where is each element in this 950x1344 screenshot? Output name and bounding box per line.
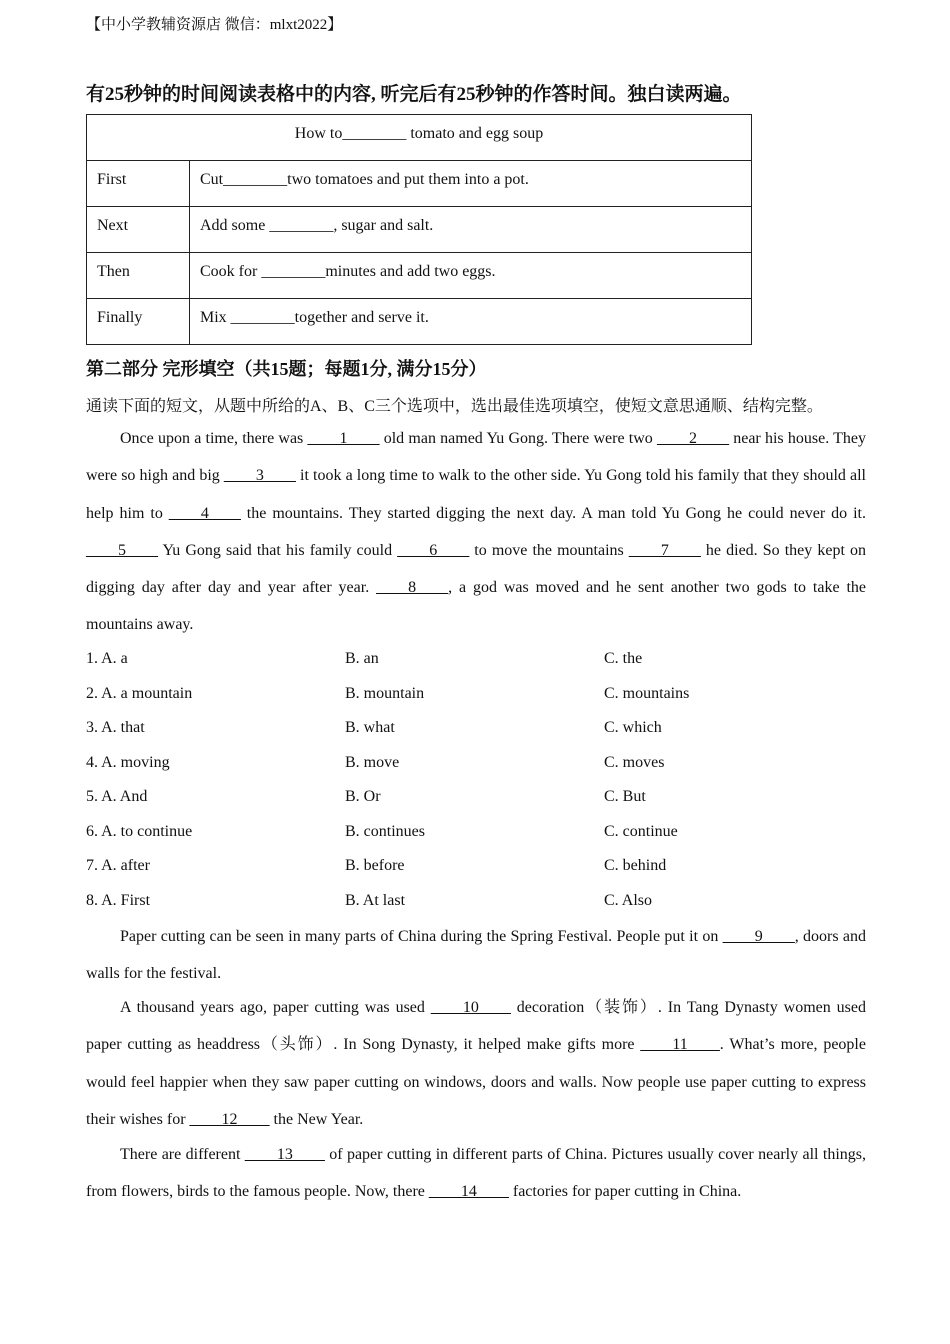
step-label: First: [87, 161, 190, 207]
option-b: B. Or: [345, 788, 381, 805]
blank-10: ____10____: [430, 999, 511, 1016]
blank-6: ____6____: [397, 541, 470, 559]
option-row-3: [86, 719, 866, 743]
blank-1: ____1____: [307, 430, 380, 447]
option-c: C. continue: [604, 823, 678, 840]
option-row-4: [86, 754, 866, 778]
blank-3: ____3____: [223, 467, 296, 485]
option-row-5: [86, 788, 866, 812]
option-a: 7. A. after: [86, 857, 150, 874]
option-b: B. move: [345, 754, 400, 771]
option-c: C. mountains: [604, 685, 690, 702]
option-b: B. mountain: [345, 685, 425, 702]
section-instruction: 通读下面的短文，从题中所给的A、B、C三个选项中，选出最佳选项填空，使短文意思通顺、结构完整。: [86, 398, 823, 415]
recipe-table: [86, 114, 752, 345]
option-c: C. behind: [604, 857, 667, 874]
listening-instruction: 有25秒钟的时间阅读表格中的内容, 听完后有25秒钟的作答时间。独白读两遍。: [86, 84, 742, 105]
passage-text: of paper cutting in different parts of China. Pictures usually cover nearly all things, from flowers, birds to the famous people. Now, there: [86, 1146, 867, 1201]
option-a: 1. A. a: [86, 650, 128, 667]
option-a: 3. A. that: [86, 719, 145, 736]
passage-text: near his house. They were so high and big: [86, 430, 867, 485]
step-text: Add some ________, sugar and salt.: [190, 207, 752, 253]
option-a: 5. A. And: [86, 788, 148, 805]
option-row-7: [86, 857, 866, 881]
step-label: Then: [87, 253, 190, 299]
blank-2: ____2____: [657, 430, 729, 447]
option-b: B. At last: [345, 892, 406, 909]
option-b: B. before: [345, 857, 405, 874]
blank-8: ____8____: [376, 579, 449, 597]
step-text: Mix ________together and serve it.: [190, 299, 752, 345]
option-b: B. an: [345, 650, 379, 667]
step-text: Cook for ________minutes and add two eggs.: [190, 253, 752, 299]
option-a: 6. A. to continue: [86, 823, 193, 840]
passage-text: Yu Gong said that his family could: [158, 541, 398, 559]
passage-paper-cutting-1: [86, 918, 866, 993]
table-row: [87, 161, 752, 207]
section-title: 第二部分 完形填空（共15题；每题1分, 满分15分）: [86, 359, 487, 379]
table-row: [87, 253, 752, 299]
option-c: C. the: [604, 650, 643, 667]
passage-text: Once upon a time, there was: [120, 430, 308, 447]
passage-text: , doors and walls for the festival.: [86, 928, 866, 983]
step-label: Next: [87, 207, 190, 253]
page-header: 【中小学教辅资源店 微信：mlxt2022】: [86, 17, 343, 33]
passage-text: the mountains. They started digging the next day. A man told Yu Gong he could never do it.: [240, 504, 866, 522]
passage-text: factories for paper cutting in China.: [508, 1183, 742, 1201]
passage-text: he died. So they kept on digging day after day and year after year.: [86, 541, 867, 597]
passage-text: old man named Yu Gong. There were two: [379, 430, 657, 447]
passage-text: the New Year.: [269, 1110, 364, 1128]
option-c: C. moves: [604, 754, 665, 771]
option-row-1: [86, 650, 866, 674]
option-c: C. But: [604, 788, 646, 805]
blank-11: ____11____: [640, 1036, 720, 1054]
passage-text: . What’s more, people would feel happier when they saw paper cutting on windows, doors and walls. Now people use paper cutting to express their wishes for: [86, 1036, 866, 1128]
passage-text: decoration（装饰）. In Tang Dynasty women used paper cutting as headdress（头饰）. In Song Dynasty, it helped make gifts more: [86, 999, 866, 1054]
table-row: [87, 207, 752, 253]
passage-paper-cutting-3: [86, 1136, 866, 1211]
blank-5: ____5____: [86, 541, 158, 559]
passage-yu-gong: [86, 420, 866, 644]
option-b: B. continues: [345, 823, 425, 840]
blank-12: ____12____: [189, 1110, 270, 1128]
step-label: Finally: [87, 299, 190, 345]
table-title: How to________ tomato and egg soup: [87, 115, 752, 161]
passage-text: , a god was moved and he sent another two gods to take the mountains away.: [86, 579, 866, 634]
passage-text: Paper cutting can be seen in many parts of China during the Spring Festival. People put it on: [120, 928, 723, 945]
option-a: 8. A. First: [86, 892, 151, 909]
blank-9: ____9____: [722, 928, 795, 945]
passage-paper-cutting-2: [86, 989, 866, 1138]
option-c: C. which: [604, 719, 662, 736]
blank-14: ____14____: [428, 1183, 509, 1201]
option-row-8: [86, 892, 866, 916]
passage-text: it took a long time to walk to the other side. Yu Gong told his family that they should all help him to: [86, 467, 866, 522]
blank-4: ____4____: [168, 504, 241, 522]
option-b: B. what: [345, 719, 395, 736]
blank-13: ____13____: [244, 1146, 325, 1163]
passage-text: There are different: [120, 1146, 245, 1163]
option-a: 2. A. a mountain: [86, 685, 193, 702]
option-row-6: [86, 823, 866, 847]
table-row: [87, 299, 752, 345]
option-row-2: [86, 685, 866, 709]
passage-text: to move the mountains: [469, 541, 629, 559]
option-a: 4. A. moving: [86, 754, 170, 771]
step-text: Cut________two tomatoes and put them into a pot.: [190, 161, 752, 207]
blank-7: ____7____: [628, 541, 701, 559]
table-title-row: [87, 115, 752, 161]
option-c: C. Also: [604, 892, 653, 909]
passage-text: A thousand years ago, paper cutting was used: [120, 999, 431, 1016]
